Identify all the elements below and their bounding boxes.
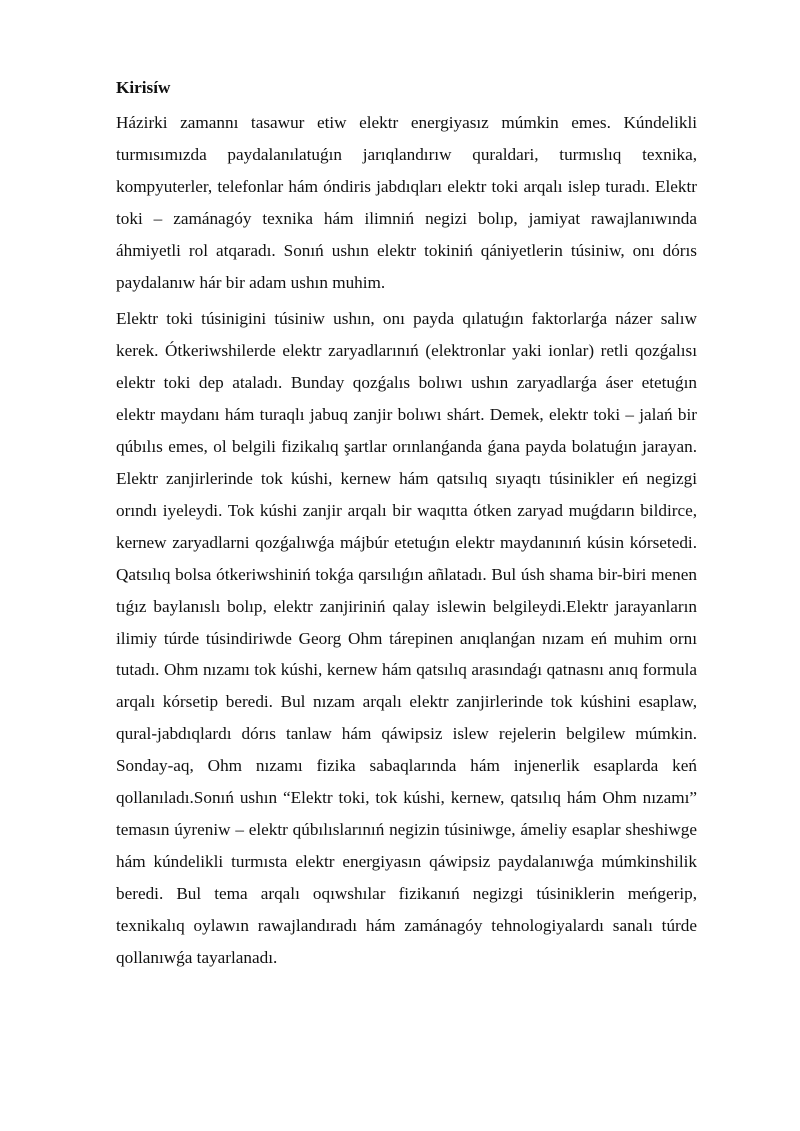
- section-heading: Kirisíw: [116, 78, 171, 97]
- paragraph-main: Elektr toki túsinigini túsiniw ushın, onı payda qılatuǵın faktorlarǵa názer salıw kerek. Ótkeriwshilerde elektr zaryadlarınıń (elektronlar yaki ionlar) retli qozǵalısı elektr toki dep ataladı. Bunday qozǵalıs bolıwı ushın zaryadlarǵa áser etetuǵın elektr maydanı hám turaqlı jabuq zanjir bolıwı shárt. Demek, elektr toki – jalań bir qúbılıs emes, ol belgili fizikalıq şartlar orınlanǵanda ǵana payda bolatuǵın jarayan. Elektr zanjirlerinde tok kúshi, kernew hám qatsılıq sıyaqtı túsinikler eń negizgi orındı iyeleydi. Tok kúshi zanjir arqalı bir waqıtta ótken zaryad muǵdarın bildirce, kernew zaryadlarni qozǵalıwǵa májbúr etetuǵın elektr maydanınıń kúsin kórsetedi. Qatsılıq bolsa ótkeriwshiniń tokǵa qarsılıǵın añlatadı. Bul úsh shama bir-biri menen tıǵız baylanıslı bolıp, elektr zanjiriniń qalay islewin belgileydi.Elektr jarayanların ilimiy túrde túsindiriwde Georg Ohm tárepinen anıqlanǵan nızam eń muhim ornı tutadı. Ohm nızamı tok kúshi, kernew hám qatsılıq arasındaǵı qatnasnı anıq formula arqalı kórsetip beredi. Bul nızam arqalı elektr zanjirlerinde tok kúshini esaplaw, qural-jabdıqlardı dórıs tanlaw hám qáwipsiz islew rejelerin belgilew múmkin. Sonday-aq, Ohm nızamı fizika sabaqlarında hám injenerlik esaplarda keń qollanıladı.Sonıń ushın “Elektr toki, tok kúshi, kernew, qatsılıq hám Ohm nızamı” temasın úyreniw – elektr qúbılıslarınıń negizin túsiniwge, ámeliy esaplar sheshiwge hám kúndelikli turmısta elektr energiyasın qáwipsiz paydalanıwǵa múmkinshilik beredi. Bul tema arqalı oqıwshılar fizikanıń negizgi túsiniklerin meńgerip, texnikalıq oylawın rawajlandıradı hám zamánagóy tehnologiyalardı sanalı túrde qollanıwǵa tayarlanadı.: [116, 309, 697, 967]
- paragraph-intro: Házirki zamannı tasawur etiw elektr energiyasız múmkin emes. Kúndelikli turmısımızda paydalanılatuǵın jarıqlandırıw quraldari, turmıslıq texnika, kompyuterler, telefonlar hám óndiris jabdıqları elektr toki arqalı islep turadı. Elektr toki – zamánagóy texnika hám ilimniń negizi bolıp, jamiyat rawajlanıwında áhmiyetli rol atqaradı. Sonıń ushın elektr tokiniń qániyetlerin túsiniw, onı dórıs paydalanıw hár bir adam ushın muhim.: [116, 113, 697, 292]
- document-page: [116, 76, 697, 978]
